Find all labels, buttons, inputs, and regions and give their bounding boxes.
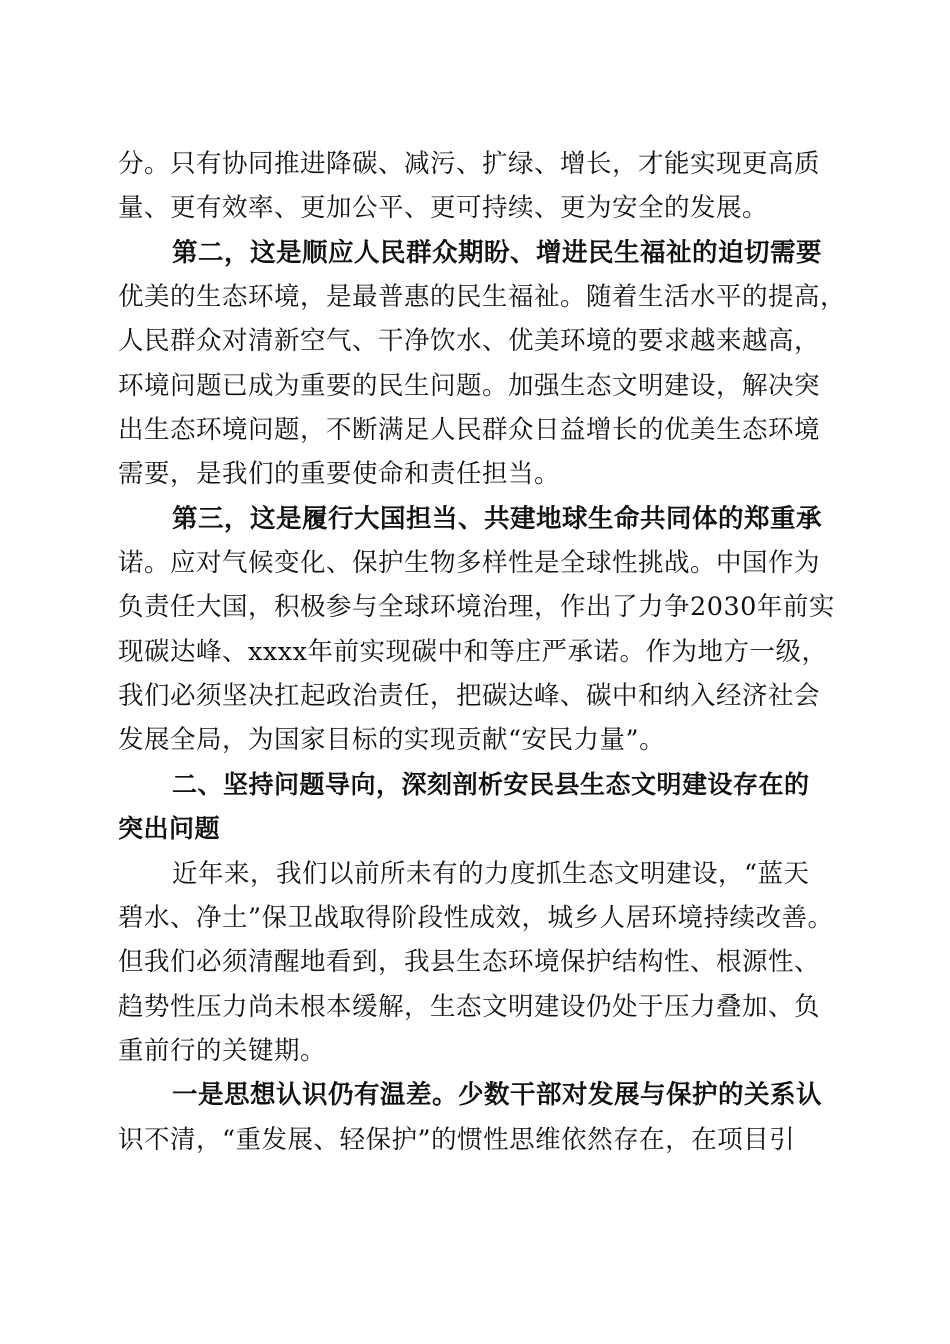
paragraph-line: 识不清，“重发展、轻保护”的惯性思维依然存在，在项目引 (118, 1125, 796, 1155)
paragraph-line: 碧水、净土”保卫战取得阶段性成效，城乡人居环境持续改善。 (118, 903, 834, 933)
paragraph-line: 重前行的关键期。 (118, 1036, 327, 1066)
paragraph-line: 优美的生态环境，是最普惠的民生福祉。随着生活水平的提高， (118, 282, 847, 312)
paragraph-line: 需要，是我们的重要使命和责任担当。 (118, 459, 561, 489)
paragraph-line: 人民群众对清新空气、干净饮水、优美环境的要求越来越高， (118, 326, 821, 356)
paragraph-line: 现碳达峰、xxxx年前实现碳中和等庄严承诺。作为地方一级， (118, 637, 828, 667)
section-lead-line: 第三，这是履行大国担当、共建地球生命共同体的郑重承 (172, 504, 823, 534)
paragraph-line: 诺。应对气候变化、保护生物多样性是全球性挑战。中国作为 (118, 548, 821, 578)
section-lead-line: 第二，这是顺应人民群众期盼、增进民生福祉的迫切需要 (172, 238, 823, 268)
paragraph-line: 但我们必须清醒地看到，我县生态环境保护结构性、根源性、 (118, 947, 821, 977)
paragraph-line: 量、更有效率、更加公平、更可持续、更为安全的发展。 (118, 193, 769, 223)
paragraph-line: 环境问题已成为重要的民生问题。加强生态文明建设，解决突 (118, 371, 821, 401)
paragraph-line: 发展全局，为国家目标的实现贡献“安民力量”。 (118, 725, 666, 755)
paragraph-line: 趋势性压力尚未根本缓解，生态文明建设仍处于压力叠加、负 (118, 992, 821, 1022)
section-heading-continued: 突出问题 (118, 814, 221, 843)
section-lead-line: 一是思想认识仍有温差。少数干部对发展与保护的关系认 (172, 1080, 823, 1110)
paragraph-line: 负责任大国，积极参与全球环境治理，作出了力争2030年前实 (118, 592, 835, 622)
paragraph-line: 出生态环境问题，不断满足人民群众日益增长的优美生态环境 (118, 415, 821, 445)
paragraph-line: 分。只有协同推进降碳、减污、扩绿、增长，才能实现更高质 (118, 149, 821, 179)
section-heading: 二、坚持问题导向，深刻剖析安民县生态文明建设存在的 (172, 770, 810, 799)
paragraph-line: 我们必须坚决扛起政治责任，把碳达峰、碳中和纳入经济社会 (118, 681, 821, 711)
paragraph-line: 近年来，我们以前所未有的力度抓生态文明建设，“蓝天 (172, 859, 810, 889)
